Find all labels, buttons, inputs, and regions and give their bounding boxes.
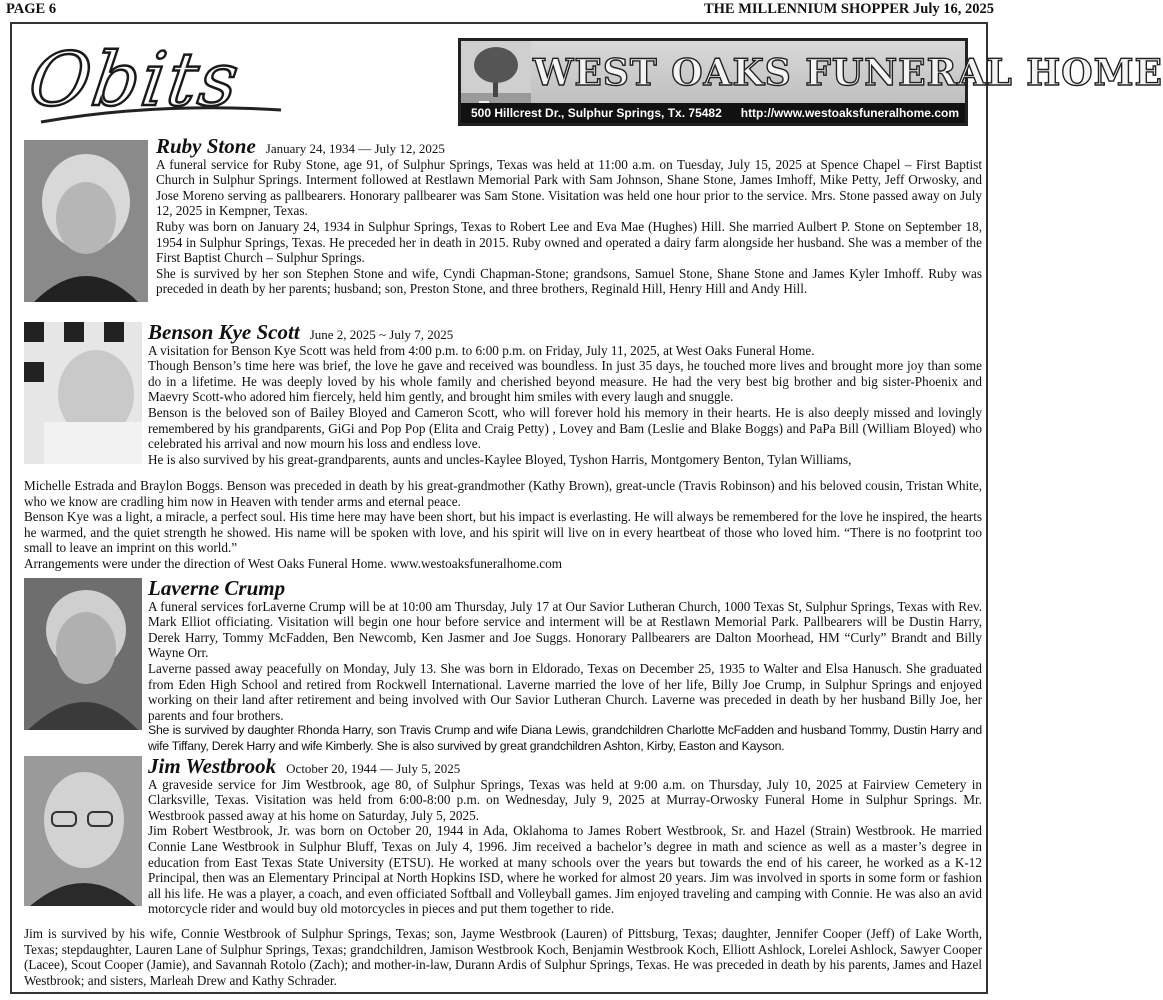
obituary-paragraph: Michelle Estrada and Braylon Boggs. Benson was preceded in death by his great-grandmother (Kathy Brown), great-uncle (Travis Robinson) and his beloved cousin, Tristan White, who we know are cradling him now in Heaven with tender arms and eternal peace. [24,478,982,509]
obituary-laverne-crump [148,578,982,755]
funeral-home-address: 500 Hillcrest Dr., Sulphur Springs, Tx. 75482 [471,106,722,120]
funeral-home-name: WEST OAKS FUNERAL HOME [533,52,1163,94]
obituary-paragraph: A visitation for Benson Kye Scott was held from 4:00 p.m. to 6:00 p.m. on Friday, July 11, 2025, at West Oaks Funeral Home. [148,342,815,358]
obituary-jim-westbrook [148,756,982,917]
funeral-home-url[interactable]: http://www.westoaksfuneralhome.com [740,106,959,120]
obituary-name: Benson Kye Scott [148,320,300,344]
obituary-name: Ruby Stone [156,134,256,158]
obituary-paragraph: A funeral services forLaverne Crump will be at 10:00 am Thursday, July 17 at Our Savior Lutheran Church, 1000 Texas St, Sulphur Springs, Texas with Rev. Mark Elliot officiating. Visitation will begin one hour before service and interment will be at Restlawn Memorial Park. Pallbearers will be Dustin Harry, Derek Harry, Tommy McFadden, Ben Newcomb, Ken Jasmer and Joe Suggs. Honorary Pallbearers are Dalton Moorhead, HM “Curly” Brandt and Billy Wayne Orr. [148,598,982,661]
obituary-paragraph: She is survived by daughter Rhonda Harry, son Travis Crump and wife Diana Lewis, grandchildren Charlotte McFadden and husband Tommy, Dustin Harry and wife Tiffany, Derek Harry and wife Kimberly. She is also survived by great grandchildren Ashton, Kirby, Easton and Kayson. [148,723,982,753]
obituary-paragraph: Ruby was born on January 24, 1934 in Sulphur Springs, Texas to Robert Lee and Eva Mae (Hughes) Hill. She married Aulbert P. Stone on September 18, 1954 in Sulphur Springs, Texas. He preceded her in death in 2015. Ruby owned and operated a dairy farm alongside her husband. She was a member of the First Baptist Church – Sulphur Springs. [156,218,982,266]
obituary-ruby-stone [156,136,982,297]
obituary-name: Laverne Crump [148,576,286,600]
obituary-paragraph: A funeral service for Ruby Stone, age 91, of Sulphur Springs, Texas was held at 11:00 a.m. on Tuesday, July 15, 2025 at Spence Chapel – First Baptist Church in Sulphur Springs. Interment followed at Restlawn Memorial Park with Sam Johnson, Shane Stone, James Imhoff, Mike Petty, Jeff Orwosky, and Jose Moreno serving as pallbearers. Honorary pallbearer was Sam Stone. Visitation was held one hour prior to the service. Mrs. Stone passed away on July 12, 2025 in Kempner, Texas. [156,156,982,219]
obituary-paragraph: He is also survived by his great-grandparents, aunts and uncles-Kaylee Bloyed, Tyshon Harris, Montgomery Benton, Tylan Williams, [148,451,852,467]
obituary-dates: January 24, 1934 — July 12, 2025 [265,141,445,156]
obituary-benson-kye-scott-continued [24,478,982,572]
paper-title-date: THE MILLENNIUM SHOPPER July 16, 2025 [703,1,994,17]
obituary-paragraph: Laverne passed away peacefully on Monday, July 13. She was born in Eldorado, Texas on December 25, 1935 to Walter and Elsa Hanusch. She graduated from Eden High School and retired from Rockwell International. Laverne married the love of her life, Billy Joe Crump, in Sulphur Springs and enjoyed working on their land after retirement and being involved with Our Savior Lutheran Church. Laverne was preceded in death by her husband Billy Joe, her parents and four brothers. [148,660,982,723]
portrait-photo-laverne-crump [24,578,142,730]
portrait-photo-ruby-stone [24,140,148,302]
obituary-paragraph: Though Benson’s time here was brief, the love he gave and received was boundless. In just 35 days, he touched more lives and brought more joy than some do in a lifetime. He was deeply loved by his whole family and cherished beyond measure. He had the very best big brother and big sister-Phoenix and Maevry Scott-who adored him fiercely, held him gently, and brought him smiles with every laugh and snuggle. [148,358,982,405]
obituary-paragraph: She is survived by her son Stephen Stone and wife, Cyndi Chapman-Stone; grandsons, Samuel Stone, Shane Stone and James Kyler Imhoff. Ruby was preceded in death by her parents; husband; son, Preston Stone, and three brothers, Reginald Hill, Henry Hill and Andy Hill. [156,265,982,297]
obituary-name: Jim Westbrook [148,754,277,778]
obituary-dates: October 20, 1944 — July 5, 2025 [286,761,461,776]
obituary-jim-westbrook-continued [24,926,982,988]
obituary-paragraph: Jim Robert Westbrook, Jr. was born on October 20, 1944 in Ada, Oklahoma to James Robert Westbrook, Sr. and Hazel (Strain) Westbrook. He married Connie Lane Westbrook in Sulphur Bluff, Texas on July 4, 1996. Jim received a bachelor’s degree in math and science as well as a master’s degree in education from East Texas State University (ETSU). He worked at many schools over the years but towards the end of his career, he worked as a K-12 Principal, then was an Elementary Principal at North Hopkins ISD, where he worked for almost 20 years. Jim was involved in sports in some form or fashion all his life. He was a player, a coach, and even officiated Softball and Volleyball games. Jim enjoyed traveling and camping with Connie. He was also an avid motorcycle rider and would buy old motorcycles in pieces and put them together to ride. [148,823,982,917]
section-title: Obits [23,37,246,123]
obituary-paragraph: Jim is survived by his wife, Connie Westbrook of Sulphur Springs, Texas; son, Jayme Westbrook (Lauren) of Pittsburg, Texas; daughter, Jennifer Cooper (Jeff) of Lake Worth, Texas; stepdaughter, Lauren Lane of Sulphur Springs, Texas; grandchildren, Jamison Westbrook Koch, Benjamin Westbrook Koch, Elliott Ashlock, Lorelei Ashlock, Sawyer Cooper (Lacee), Scout Cooper (Jamie), and Savannah Rotolo (Zach); and mother-in-law, Durann Ardis of Sulphur Springs, Texas. He was preceded in death by his parents, James and Hazel Westbrook; and sisters, Marleah Drew and Kathy Schrader. [24,926,982,988]
portrait-photo-benson-kye-scott [24,322,142,464]
obituary-paragraph: Benson is the beloved son of Bailey Bloyed and Cameron Scott, who will forever hold his memory in their hearts. He is also deeply missed and lovingly remembered by his grandparents, GiGi and Pop Pop (Elita and Craig Petty) , Lovey and Bam (Leslie and Blake Boggs) and PaPa Bill (William Bloyed) who celebrated his arrival and now mourn his loss and endless love. [148,404,982,452]
page-header [0,0,1000,20]
obituary-paragraph: A graveside service for Jim Westbrook, age 80, of Sulphur Springs, Texas was held at 9:00 a.m. on Thursday, July 10, 2025 at Fairview Cemetery in Clarksville, Texas. Visitation was held from 6:00-8:00 p.m. on Wednesday, July 9, 2025 at Murray-Orwosky Funeral Home in Sulphur Springs. Mr. Westbrook passed away at his home on Saturday, July 5, 2025. [148,776,982,823]
page-number: PAGE 6 [6,1,57,17]
funeral-home-ad [458,38,1163,126]
title-swoosh [36,100,286,130]
obituary-paragraph: Arrangements were under the direction of West Oaks Funeral Home. www.westoaksfuneralhome.com [24,555,562,571]
obituary-benson-kye-scott [148,322,982,467]
obituary-dates: June 2, 2025 ~ July 7, 2025 [309,327,454,342]
obituary-paragraph: Benson Kye was a light, a miracle, a perfect soul. His time here may have been short, but his impact is everlasting. He will always be remembered for the love he inspired, the hearts he warmed, and the quiet strength he showed. His name will be spoken with love, and his spirit will live on in every heartbeat of those who loved him. “There is no footprint too small to leave an imprint on this world.” [24,509,982,556]
portrait-photo-jim-westbrook [24,756,142,906]
